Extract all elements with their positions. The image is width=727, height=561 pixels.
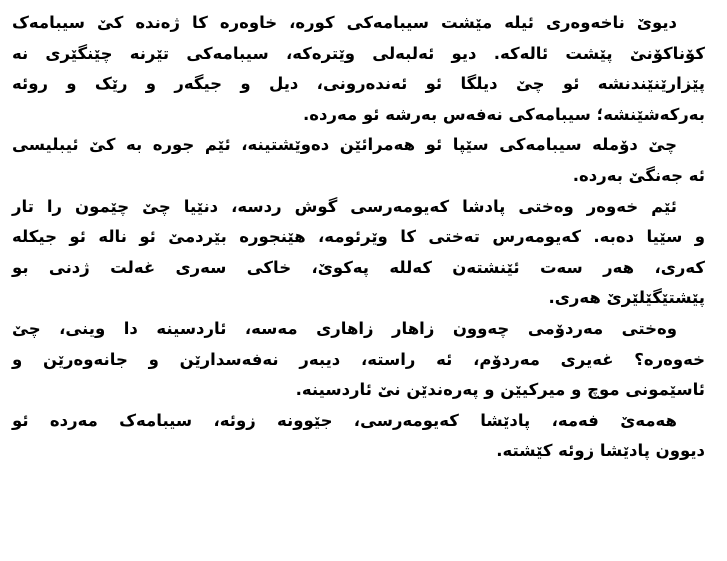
text-line: ئێم خەوەر وەختی پادشا کەیومەرسی گوش ردسە، دنێیا چێ چێمون را تار [12,196,677,216]
text-line: ئاسێمونی موچ و میرکیێن و پەرەندێن نێ ئاردسینە. [295,380,705,400]
text-line: پێشتێگێلێرێ هەری. [548,288,705,308]
text-line: کەری، هەر سەت ئێنشتەن کەللە پەکوێ، خاکی سەری غەلت ژدنی بو [12,257,705,277]
paragraph-3 [12,192,705,314]
paragraph-5 [12,406,705,467]
text-line: هەمەێ فەمە، پادێشا کەیومەرسی، جێوونە زوئە، سیبامەک مەردە ئو [12,410,677,430]
text-line: خەوەرە؟ غەیری مەردۆم، ئە راستە، دیبەر نەفەسدارێن و جانەوەرێن و [12,349,705,369]
text-line: وەختی مەردۆمی چەوون زاهار زاهاری مەسە، ئاردسینە دا وینی، چێ [12,318,677,338]
text-line: ئە جەنگێ بەردە. [572,165,705,185]
text-line: بەرکەشێنشە؛ سیبامەکی نەفەس بەرشە ئو مەردە. [303,104,705,124]
text-line: دیوون پادێشا زوئە کێشتە. [496,441,705,461]
text-line: کۆناکۆنێ پێشت ئالەکە. دیو ئەلبەلی وێترەکە، سیبامەکی تێرنە چێنگێری نە [12,43,705,63]
text-line: پێزارێنێندنشە ئو چێ دیلگا ئو ئەندەرونی، دیل و جیگەر و رێک و روئە [12,74,705,94]
text-line: دیوێ ناخەوەری ئیلە مێشت سیبامەکی کورە، خاوەرە کا ژەندە کێ سیبامەک [12,13,677,32]
text-line: و سێیا دەبە. کەیومەرس تەختی کا وێرئومە، هێنجورە بێردمێ ئو نالە ئو جیکلە [12,227,705,247]
paragraph-1 [12,8,705,130]
paragraph-4 [12,314,705,406]
paragraph-2 [12,130,705,191]
text-line: چێ دۆملە سیبامەکی سێپا ئو هەمرائێن دەوێشتینە، ئێم جورە بە کێ ئیبلیسی [12,135,677,155]
